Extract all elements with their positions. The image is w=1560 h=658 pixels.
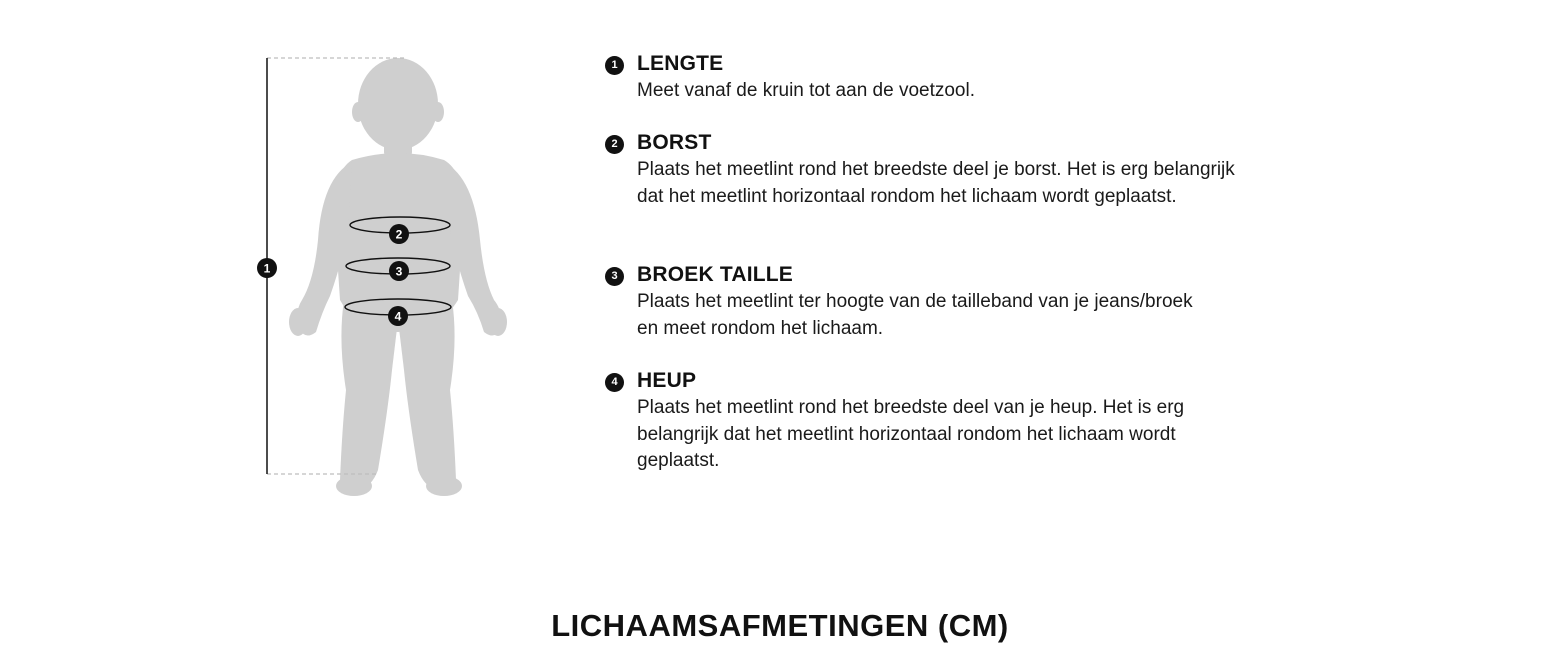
- section-title: LICHAAMSAFMETINGEN (CM): [551, 608, 1009, 643]
- marker-2: [389, 224, 409, 244]
- instruction-hip: [605, 367, 1262, 475]
- instruction-chest: [605, 129, 1237, 210]
- instruction-text: Plaats het meetlint rond het breedste deel van je heup. Het is erg belangrijk dat het meetlint horizontaal rondom het lichaam wordt geplaatst.: [637, 397, 1185, 471]
- marker-1: [257, 258, 277, 278]
- instruction-waist: [605, 261, 1197, 342]
- marker-label: 2: [395, 227, 403, 242]
- instruction-title: LENGTE: [637, 52, 724, 75]
- instruction-text: Plaats het meetlint ter hoogte van de tailleband van je jeans/broek en meet rondom het lichaam.: [637, 291, 1193, 339]
- instruction-text: Plaats het meetlint rond het breedste deel je borst. Het is erg belangrijk dat het meetlint horizontaal rondom het lichaam wordt geplaatst.: [637, 159, 1235, 207]
- instruction-text: Meet vanaf de kruin tot aan de voetzool.: [637, 80, 975, 101]
- instruction-title: BROEK TAILLE: [637, 263, 794, 286]
- marker-label: 4: [394, 309, 402, 324]
- marker-3: [389, 261, 409, 281]
- number-badge: 1: [605, 56, 624, 75]
- marker-label: 3: [395, 264, 403, 279]
- number-badge: 3: [605, 267, 624, 286]
- number-badge: 2: [605, 135, 624, 154]
- instruction-title: HEUP: [637, 369, 697, 392]
- number-badge: 4: [605, 373, 624, 392]
- marker-label: 1: [263, 261, 271, 276]
- marker-4: [388, 306, 408, 326]
- instruction-title: BORST: [637, 131, 712, 154]
- instruction-length: [605, 50, 1277, 105]
- measurement-figure: [0, 0, 600, 540]
